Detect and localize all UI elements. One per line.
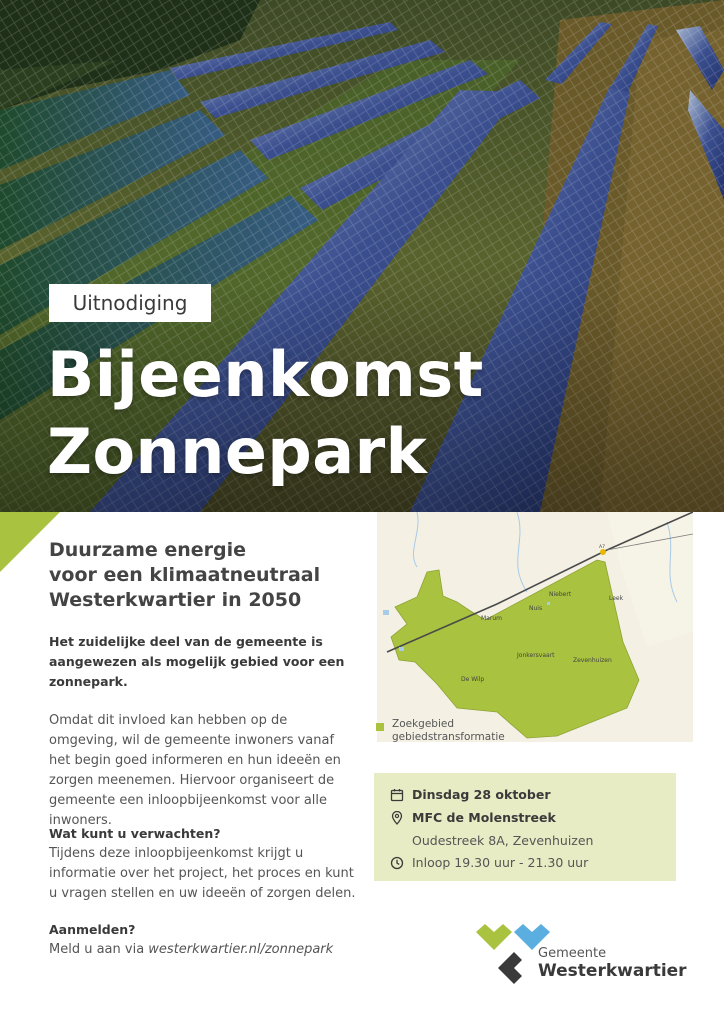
hero-title [47,336,484,490]
legend-text [392,718,505,744]
place-marum: Marum [481,615,502,622]
register-heading: Aanmelden? [49,922,136,937]
municipality-logo [476,924,686,994]
subtitle-line3: Westerkwartier in 2050 [49,589,302,611]
event-date-row [390,787,550,802]
legend-line1: Zoekgebied [392,718,454,730]
register-prefix: Meld u aan via [49,942,149,957]
body-text: Omdat dit invloed kan hebben op de omgeving, wil de gemeente inwoners vanaf het begin goed informeren en hun ideeën en zorgen meenemen. Hiervoor organiseert de gemeente een inloopbijeenkomst voor alle inwoners. [49,713,341,828]
intro-text: Het zuidelijke deel van de gemeente is aangewezen als mogelijk gebied voor een zonnepark. [49,634,345,689]
subtitle-line2: voor een klimaatneutraal [49,564,321,586]
event-date: Dinsdag 28 oktober [412,787,551,802]
legend-line2: gebiedstransformatie [392,731,505,743]
place-de-wilp: De Wilp [461,676,485,683]
register-link[interactable]: westerkwartier.nl/zonnepark [148,942,334,957]
subtitle-line1: Duurzame energie [49,539,247,561]
area-map [377,512,693,742]
place-zevenhuizen: Zevenhuizen [573,657,612,664]
highway-label: A7 [599,545,605,550]
legend-swatch [376,723,384,731]
event-address: Oudestreek 8A, Zevenhuizen [412,833,594,848]
map-legend [376,718,505,744]
place-nuis: Nuis [529,605,543,612]
event-address-row [412,833,593,848]
register-section [49,920,359,960]
logo-line1: Gemeente [538,946,607,961]
place-leek: Leek [609,595,624,602]
invitation-tag: Uitnodiging [49,284,211,322]
hero-title-line2: Zonnepark [47,415,428,488]
logo-line2: Westerkwartier [538,961,687,981]
location-pin-icon [390,811,404,825]
place-jonkersvaart: Jonkersvaart [517,652,555,659]
event-venue-row [390,810,556,825]
clock-icon [390,856,404,870]
hero-title-line1: Bijeenkomst [47,338,484,411]
place-niebert: Niebert [549,591,572,598]
event-venue: MFC de Molenstreek [412,810,556,825]
event-info-box [374,773,676,881]
subtitle [49,538,369,613]
expect-section [49,824,359,904]
expect-text: Tijdens deze inloopbijeenkomst krijgt u informatie over het project, het proces en kunt u vragen stellen en uw ideeën of zorgen delen. [49,846,356,901]
register-text [49,940,359,960]
calendar-icon [390,788,404,802]
event-time: Inloop 19.30 uur - 21.30 uur [412,855,589,870]
event-time-row [390,855,588,870]
expect-heading: Wat kunt u verwachten? [49,826,221,841]
